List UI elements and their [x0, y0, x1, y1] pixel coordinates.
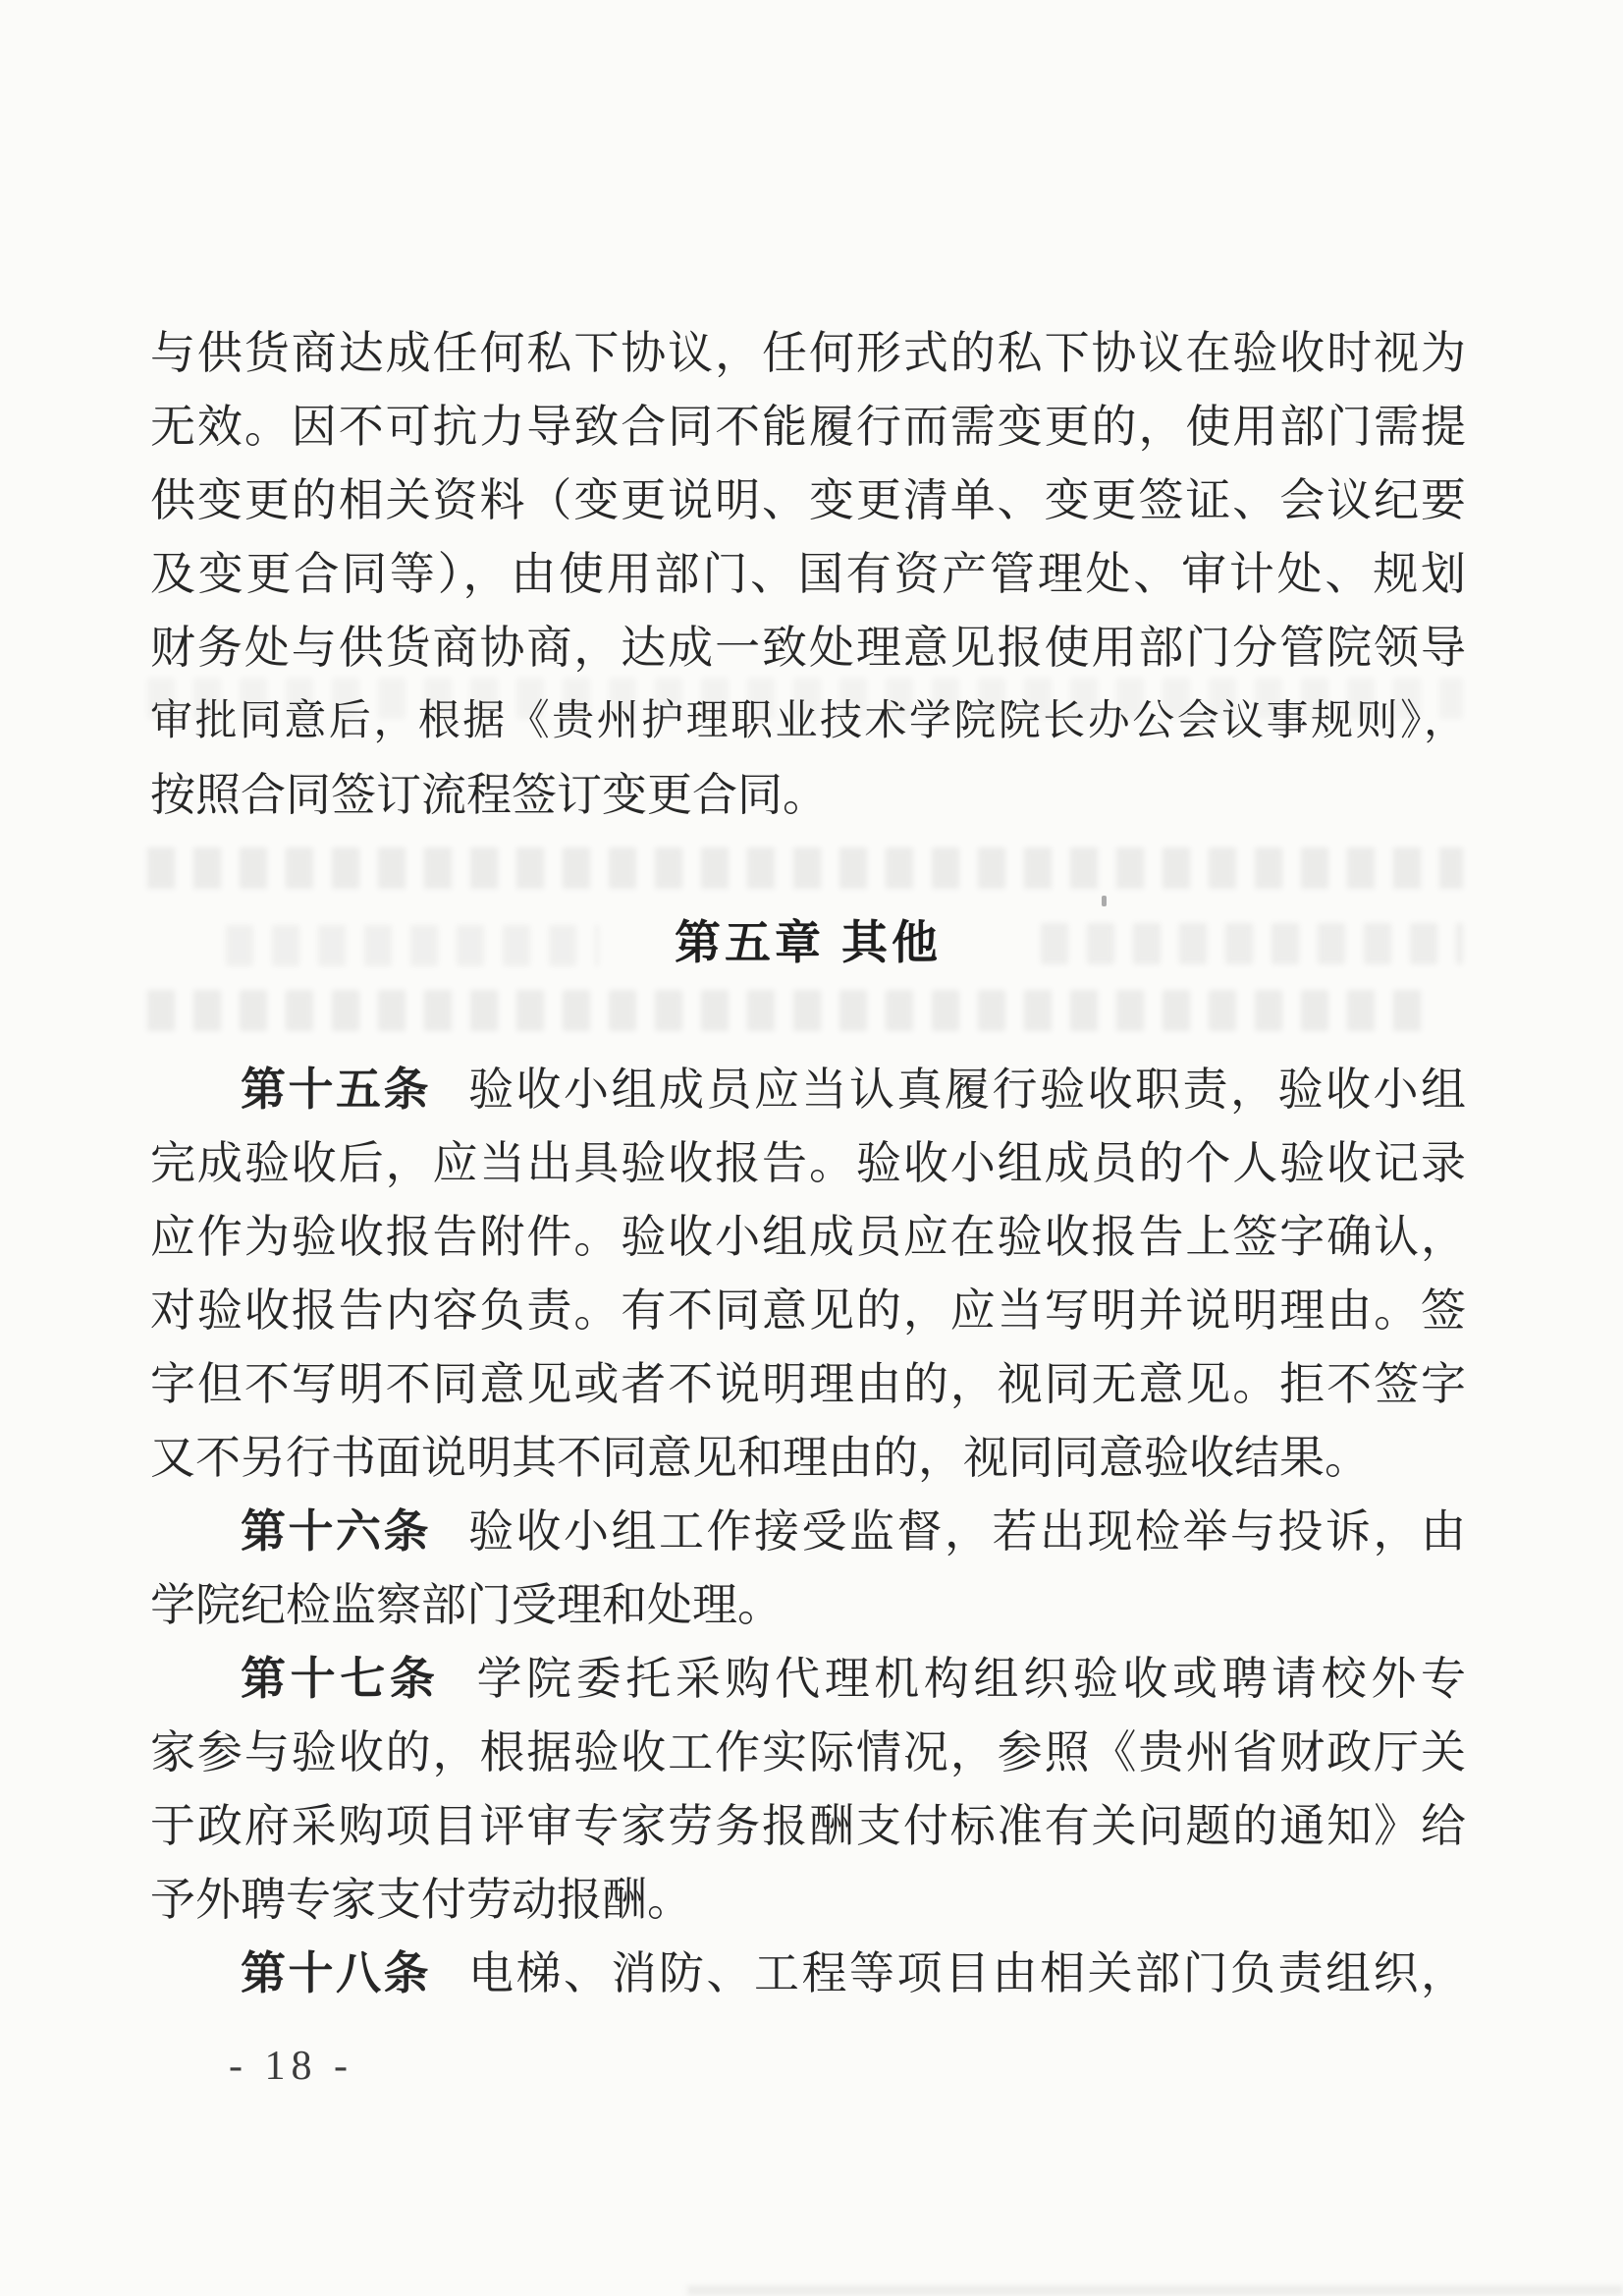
- text-line: 财务处与供货商协商，达成一致处理意见报使用部门分管院领导: [150, 623, 1466, 673]
- scan-edge-artifact: [687, 2286, 1623, 2296]
- text-line: 供变更的相关资料（变更说明、变更清单、变更签证、会议纪要: [150, 475, 1466, 525]
- text-line: 完成验收后，应当出具验收报告。验收小组成员的个人验收记录: [150, 1138, 1466, 1188]
- text-line: 又不另行书面说明其不同意见和理由的，视同同意验收结果。: [150, 1433, 1370, 1483]
- text-line: 按照合同签订流程签订变更合同。: [150, 770, 828, 820]
- article-first-line: [150, 1053, 1466, 1126]
- article-first-line-text: 电梯、消防、工程等项目由相关部门负责组织，: [468, 1948, 1466, 1998]
- article-first-line: [150, 1642, 1466, 1716]
- article-number: 第十六条: [241, 1505, 431, 1557]
- text-line: 与供货商达成任何私下协议，任何形式的私下协议在验收时视为: [150, 328, 1466, 378]
- page-number: - 18 -: [229, 2044, 353, 2089]
- text-line: 审批同意后，根据《贵州护理职业技术学院院长办公会议事规则》，: [150, 698, 1466, 744]
- chapter-heading: 第五章 其他: [674, 916, 943, 968]
- article-first-line-text: 验收小组工作接受监督，若出现检举与投诉，由: [468, 1506, 1466, 1557]
- article-first-line-text: 验收小组成员应当认真履行验收职责，验收小组: [468, 1065, 1466, 1115]
- text-line: 无效。因不可抗力导致合同不能履行而需变更的，使用部门需提: [150, 402, 1466, 452]
- article-number: 第十五条: [241, 1064, 431, 1115]
- article-number: 第十七条: [241, 1653, 440, 1704]
- text-line: 及变更合同等），由使用部门、国有资产管理处、审计处、规划: [150, 549, 1466, 599]
- text-line: 字但不写明不同意见或者不说明理由的，视同无意见。拒不签字: [150, 1359, 1466, 1409]
- text-line: 家参与验收的，根据验收工作实际情况，参照《贵州省财政厅关: [150, 1727, 1466, 1777]
- article-first-line: [150, 1495, 1466, 1568]
- text-line: 于政府采购项目评审专家劳务报酬支付标准有关问题的通知》给: [150, 1801, 1466, 1851]
- article-first-line: [150, 1937, 1466, 2010]
- article-first-line-text: 学院委托采购代理机构组织验收或聘请校外专: [476, 1654, 1467, 1704]
- document-body: [150, 316, 1466, 2010]
- text-line: 对验收报告内容负责。有不同意见的，应当写明并说明理由。签: [150, 1285, 1466, 1336]
- article-number: 第十八条: [241, 1947, 431, 1998]
- text-line: 应作为验收报告附件。验收小组成员应在验收报告上签字确认，: [150, 1212, 1466, 1262]
- text-line: 学院纪检监察部门受理和处理。: [150, 1580, 783, 1630]
- text-line: 予外聘专家支付劳动报酬。: [150, 1875, 692, 1925]
